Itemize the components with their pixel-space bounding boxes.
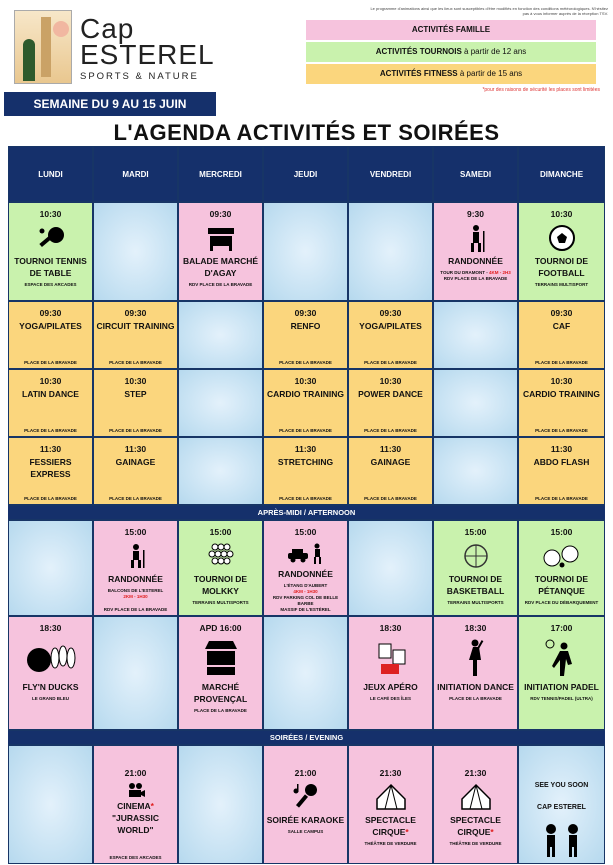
logo-image [14,10,72,84]
activity-karaoke: 21:00 SOIRÉE KARAOKE SALLE CAMPUS [264,746,347,863]
soccer-ball-icon [548,223,576,253]
empty-slot [434,370,517,436]
activity-circuit-training: 09:30 CIRCUIT TRAINING PLACE DE LA BRAVADE [94,302,177,368]
weather-note: Le programme d'animations ainsi que les lieux sont susceptibles d'être modifiés en fonction des conditions météorologiques. N'hésitez pas à vous informer auprès de la réception TSV. [370,6,608,16]
activity-gainage-friday: 11:30 GAINAGE PLACE DE LA BRAVADE [349,438,432,504]
petanque-balls-icon [542,541,582,571]
section-afternoon: APRÈS-MIDI / AFTERNOON [8,506,605,519]
day-header-thursday: JEUDI [264,147,347,201]
logo [12,8,215,86]
film-camera-icon [126,782,146,798]
empty-slot [179,746,262,863]
logo-brand: Cap ESTEREL [80,13,215,70]
empty-slot [349,521,432,615]
page-title: L'AGENDA ACTIVITÉS ET SOIRÉES [113,120,500,145]
legend-family: ACTIVITÉS FAMILLE [306,20,596,40]
activity-cirque-saturday: 21:30 SPECTACLE CIRQUE* THÉÂTRE DE VERDURE [434,746,517,863]
activity-cardio-thursday: 10:30 CARDIO TRAINING PLACE DE LA BRAVADE [264,370,347,436]
activity-fessiers-express: 11:30 FESSIERS EXPRESS PLACE DE LA BRAVADE [9,438,92,504]
activity-renfo: 09:30 RENFO PLACE DE LA BRAVADE [264,302,347,368]
activity-cinema: 21:00 CINEMA* "JURASSIC WORLD" ESPACE DES ARCADES [94,746,177,863]
circus-tent-icon [375,782,407,812]
molkky-pins-icon [204,541,238,571]
activity-abdo-flash: 11:30 ABDO FLASH PLACE DE LA BRAVADE [519,438,604,504]
activity-yoga-friday: 09:30 YOGA/PILATES PLACE DE LA BRAVADE [349,302,432,368]
activity-stretching: 11:30 STRETCHING PLACE DE LA BRAVADE [264,438,347,504]
empty-slot [264,617,347,729]
empty-slot [264,203,347,300]
empty-slot [434,302,517,368]
karaoke-mic-icon [291,782,321,812]
week-banner: SEMAINE DU 9 AU 15 JUIN [4,92,216,116]
hiker-icon [461,223,491,253]
activity-molkky: 15:00 TOURNOI DE MOLKKY TERRAINS MULTISPORTS [179,521,262,615]
places-note: *pour des raisons de sécurité les places sont limitées [482,87,600,93]
activity-football: 10:30 TOURNOI DE FOOTBALL TERRAINS MULTISPORT [519,203,604,300]
day-header-monday: LUNDI [9,147,92,201]
empty-slot [349,203,432,300]
bowling-icon [25,637,77,679]
day-header-saturday: SAMEDI [434,147,517,201]
dancer-icon [461,637,491,679]
hiker-icon [123,541,149,571]
empty-slot [94,617,177,729]
activity-step: 10:30 STEP PLACE DE LA BRAVADE [94,370,177,436]
day-header-wednesday: MERCREDI [179,147,262,201]
logo-tagline: SPORTS & NATURE [80,71,199,82]
car-hiker-icon [286,541,326,566]
market-stall-icon [204,223,238,253]
activity-marche-provencal: APD 16:00 MARCHÉ PROVENÇAL PLACE DE LA BRAVADE [179,617,262,729]
kids-icon [537,820,587,859]
circus-tent-icon [460,782,492,812]
see-you-soon: SEE YOU SOON CAP ESTEREL [519,746,604,863]
empty-slot [179,370,262,436]
activity-basketball: 15:00 TOURNOI DE BASKETBALL TERRAINS MULTISPORTS [434,521,517,615]
activity-tennis-table: 10:30 TOURNOI TENNIS DE TABLE ESPACE DES ARCADES [9,203,92,300]
day-header-sunday: DIMANCHE [519,147,604,201]
activity-petanque: 15:00 TOURNOI DE PÉTANQUE RDV PLACE DU DÉBARQUEMENT [519,521,604,615]
activity-cirque-friday: 21:30 SPECTACLE CIRQUE* THÉÂTRE DE VERDURE [349,746,432,863]
section-evening: SOIRÉES / EVENING [8,731,605,744]
padel-player-icon [542,637,582,679]
activity-cardio-sunday: 10:30 CARDIO TRAINING PLACE DE LA BRAVADE [519,370,604,436]
legend-fitness: ACTIVITÉS FITNESS à partir de 15 ans [306,64,596,84]
activity-balade-agay: 09:30 BALADE MARCHÉ D'AGAY RDV PLACE DE LA BRAVADE [179,203,262,300]
agenda-grid [8,146,605,864]
legend-tournois: ACTIVITÉS TOURNOIS à partir de 12 ans [306,42,596,62]
activity-jeux-apero: 18:30 JEUX APÉRO LE CAFÉ DES ÎLES [349,617,432,729]
activity-power-dance: 10:30 POWER DANCE PLACE DE LA BRAVADE [349,370,432,436]
empty-slot [179,302,262,368]
activity-latin-dance: 10:30 LATIN DANCE PLACE DE LA BRAVADE [9,370,92,436]
activity-randonnee-esterel: 15:00 RANDONNÉE BALCONS DE L'ESTEREL 2KM - 1H30 RDV PLACE DE LA BRAVADE [94,521,177,615]
activity-flyn-ducks: 18:30 FLY'N DUCKS LE GRAND BLEU [9,617,92,729]
activity-caf: 09:30 CAF PLACE DE LA BRAVADE [519,302,604,368]
activity-padel: 17:00 INITIATION PADEL RDV TENNIS/PADEL (ULTRA) [519,617,604,729]
activity-gainage-tuesday: 11:30 GAINAGE PLACE DE LA BRAVADE [94,438,177,504]
market-stall-icon [201,637,241,679]
activity-yoga-monday: 09:30 YOGA/PILATES PLACE DE LA BRAVADE [9,302,92,368]
activity-randonnee-dramont: 9:30 RANDONNÉE TOUR DU DRAMONT - 4KM - 2H3 RDV PLACE DE LA BRAVADE [434,203,517,300]
day-header-friday: VENDREDI [349,147,432,201]
empty-slot [434,438,517,504]
activity-initiation-dance: 18:30 INITIATION DANCE PLACE DE LA BRAVADE [434,617,517,729]
empty-slot [9,521,92,615]
day-header-tuesday: MARDI [94,147,177,201]
activity-randonnee-aubert: 15:00 RANDONNÉE L'ÉTANG D'AUBERT 4KM - 1H30 RDV PARKING COL DE BELLE BARBE MASSIF DE L'ESTÉREL [264,521,347,615]
empty-slot [9,746,92,863]
empty-slot [94,203,177,300]
drinks-games-icon [371,637,411,679]
ping-pong-icon [34,223,68,253]
empty-slot [179,438,262,504]
basketball-icon [462,541,490,571]
